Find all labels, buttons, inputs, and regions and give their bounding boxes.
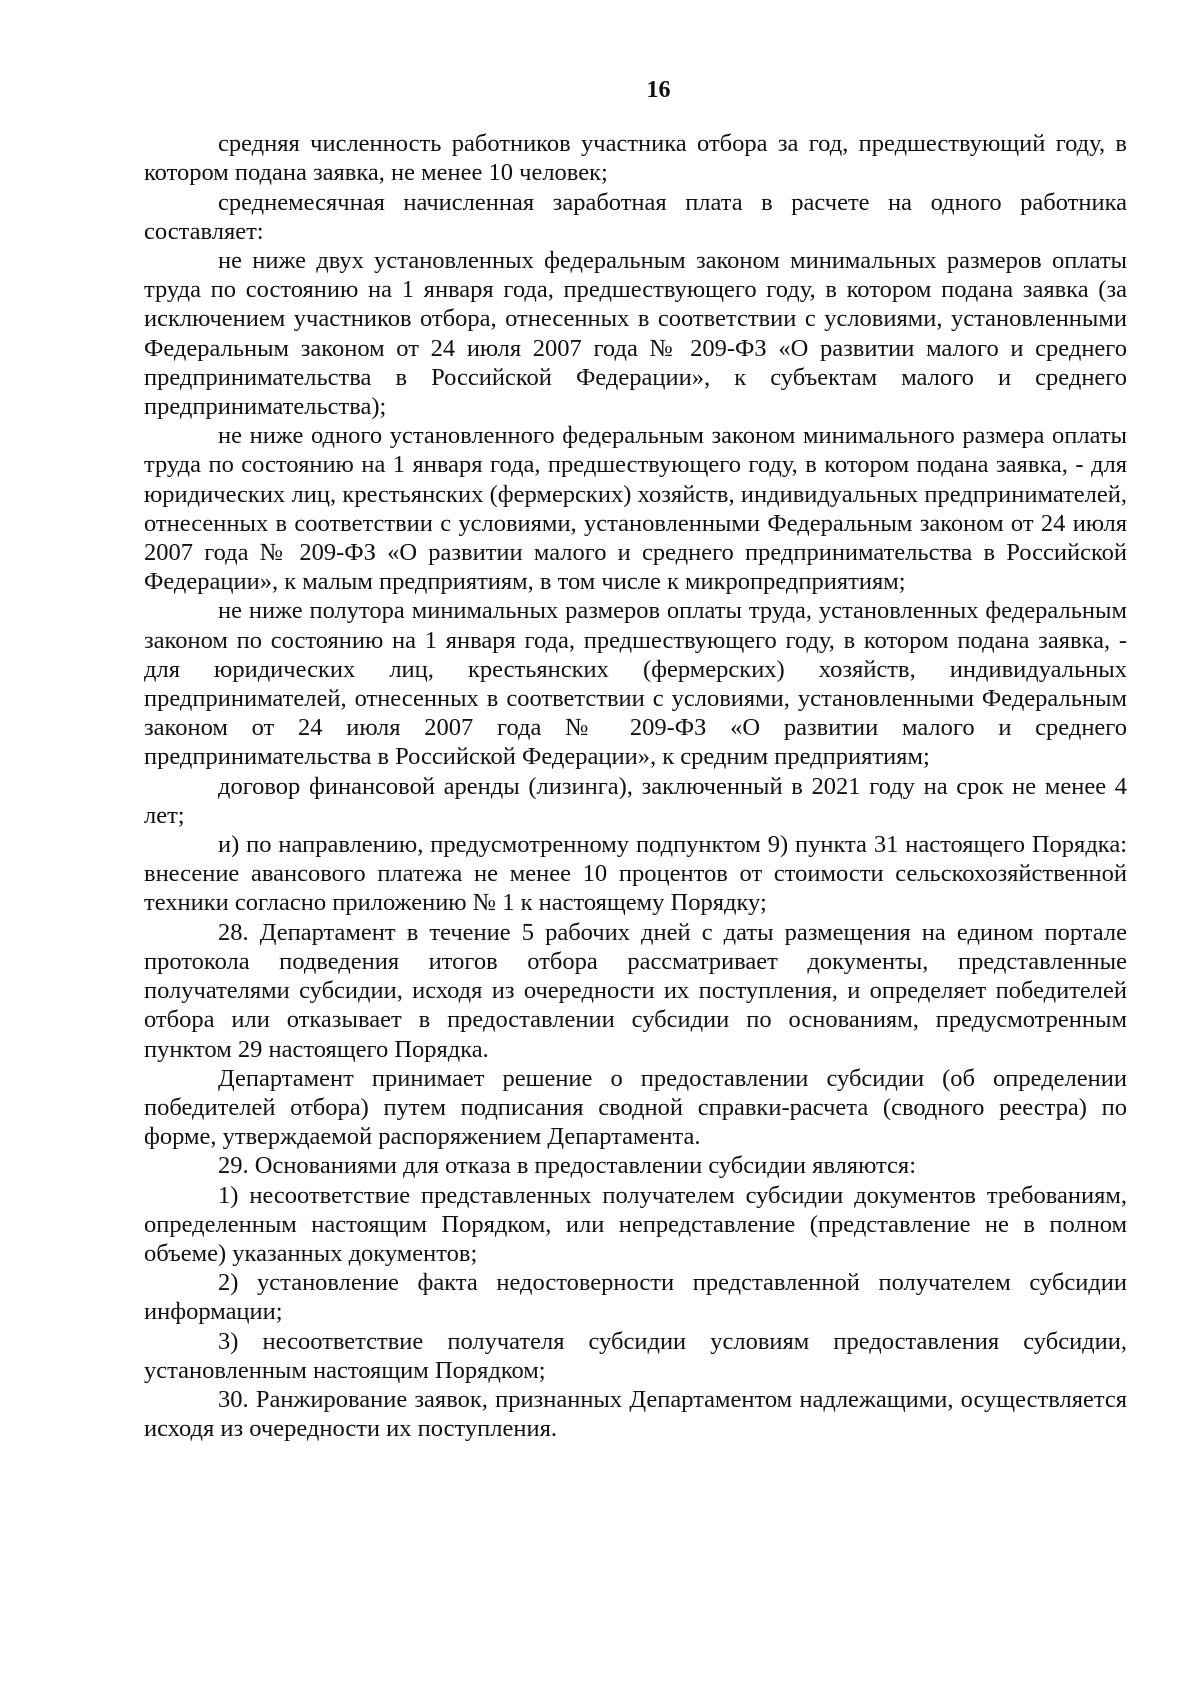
paragraph-clause-29: 29. Основаниями для отказа в предоставлении субсидии являются: (218, 1152, 917, 1180)
paragraph-one-and-half-mrot: не ниже полутора минимальных размеров оплаты труда, установленных федеральным законом по состоянию на 1 января года, предшествующего году, в котором подана заявка, - для юридических лиц, крестьянских (фермерских) хозяйств, индивидуальных предпринимателей, отнесенных в соответствии с условиями, установленными Федеральным законом от 24 июля 2007 года № 209-ФЗ «О развитии малого и среднего предпринимательства в Российской Федерации», к средним предприятиям; (144, 597, 1127, 771)
paragraph-department-decision: Департамент принимает решение о предоставлении субсидии (об определении победителей отбора) путем подписания сводной справки-расчета (сводного реестра) по форме, утверждаемой распоряжением Департамента. (144, 1064, 1127, 1151)
paragraph-ground-3: 3) несоответствие получателя субсидии условиям предоставления субсидии, установленным настоящим Порядком; (144, 1327, 1127, 1384)
paragraph-avg-headcount: средняя численность работников участника отбора за год, предшествующий году, в котором подана заявка, не менее 10 человек; (144, 130, 1127, 187)
paragraph-one-mrot: не ниже одного установленного федеральным законом минимального размера оплаты труда по состоянию на 1 января года, предшествующего году, в котором подана заявка, - для юридических лиц, крестьянских (фермерских) хозяйств, индивидуальных предпринимателей, отнесенных в соответствии с условиями, установленными Федеральным законом от 24 июля 2007 года № 209-ФЗ «О развитии малого и среднего предпринимательства в Российской Федерации», к малым предприятиям, в том числе к микропредприятиям; (144, 422, 1127, 596)
paragraph-clause-28: 28. Департамент в течение 5 рабочих дней с даты размещения на едином портале протокола подведения итогов отбора рассматривает документы, представленные получателями субсидии, исходя из очередности их поступления, и определяет победителей отбора или отказывает в предоставлении субсидии по основаниям, предусмотренным пунктом 29 настоящего Порядка. (144, 918, 1127, 1063)
paragraph-ground-1: 1) несоответствие представленных получателем субсидии документов требованиям, определенным настоящим Порядком, или непредставление (представление не в полном объеме) указанных документов; (144, 1181, 1127, 1267)
paragraph-two-mrot: не ниже двух установленных федеральным законом минимальных размеров оплаты труда по состоянию на 1 января года, предшествующего году, в котором подана заявка (за исключением участников отбора, отнесенных в соответствии с условиями, установленными Федеральным законом от 24 июля 2007 года № 209-ФЗ «О развитии малого и среднего предпринимательства в Российской Федерации», к субъектам малого и среднего предпринимательства); (144, 247, 1127, 421)
paragraph-ground-2: 2) установление факта недостоверности представленной получателем субсидии информации; (144, 1269, 1127, 1326)
paragraph-leasing-contract: договор финансовой аренды (лизинга), заключенный в 2021 году на срок не менее 4 лет; (144, 772, 1127, 829)
paragraph-avg-salary: среднемесячная начисленная заработная плата в расчете на одного работника составляет: (144, 188, 1127, 245)
document-page (144, 60, 1127, 1443)
page-number: 16 (646, 77, 671, 103)
paragraph-item-i: и) по направлению, предусмотренному подпунктом 9) пункта 31 настоящего Порядка: внесение авансового платежа не менее 10 процентов от стоимости сельскохозяйственной техники согласно приложению № 1 к настоящему Порядку; (144, 831, 1127, 917)
paragraph-clause-30: 30. Ранжирование заявок, признанных Департаментом надлежащими, осуществляется исходя из очередности их поступления. (144, 1385, 1127, 1443)
